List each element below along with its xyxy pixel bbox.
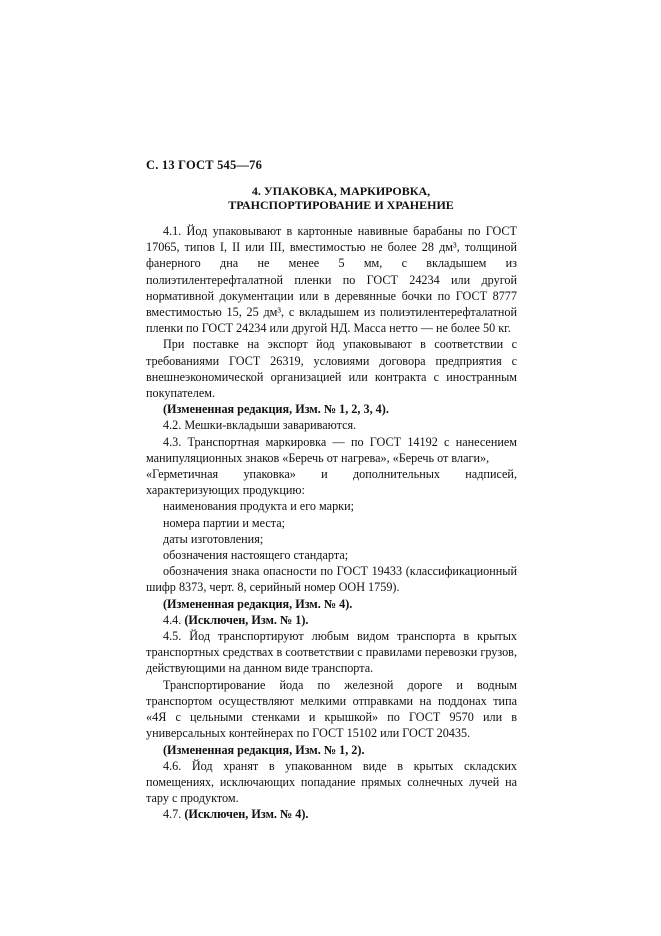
- section-title-line-2: ТРАНСПОРТИРОВАНИЕ И ХРАНЕНИЕ: [228, 197, 454, 212]
- list-item: номера партии и места;: [163, 515, 286, 530]
- paragraph-4-2: 4.2. Мешки-вкладыши завариваются.: [163, 418, 357, 433]
- paragraph-4-7-number: 4.7.: [163, 807, 182, 822]
- paragraph-4-5: 4.5. Йод транспортируют любым видом транспорта в крытых транспортных средствах в соответствии с правилами перевозки грузов, действующими на данном виде транспорта.: [146, 629, 517, 676]
- amendment-note-2: (Измененная редакция, Изм. № 4).: [163, 596, 353, 611]
- list-item: обозначения настоящего стандарта;: [163, 548, 349, 563]
- section-title: [146, 185, 516, 212]
- paragraph-4-4: [146, 612, 517, 628]
- paragraph-4-3-continued: «Герметичная упаковка» и дополнительных надписей, характеризующих продукцию:: [146, 467, 517, 498]
- document-body: [146, 223, 517, 823]
- list-item: даты изготовления;: [163, 531, 264, 546]
- page-header: С. 13 ГОСТ 545—76: [146, 158, 263, 172]
- section-title-line-1: 4. УПАКОВКА, МАРКИРОВКА,: [251, 184, 431, 198]
- paragraph-4-4-number: 4.4.: [163, 612, 182, 627]
- paragraph-4-1: 4.1. Йод упаковывают в картонные навивные барабаны по ГОСТ 17065, типов I, II или III, вместимостью не более 28 дм³, толщиной фанерного дна не менее 5 мм, с вкладышем из полиэтилентерефталатной пленки по ГОСТ 24234 или другой нормативной документации или в деревянные бочки по ГОСТ 8777 вместимостью 15, 25 дм³, с вкладышем из полиэтилентерефталатной пленки по ГОСТ 24234 или другой НД. Масса нетто — не более 50 кг.: [146, 224, 517, 336]
- paragraph-4-3: 4.3. Транспортная маркировка — по ГОСТ 14192 с нанесением манипуляционных знаков «Беречь от нагрева», «Беречь от влаги»,: [146, 434, 517, 465]
- paragraph-export: При поставке на экспорт йод упаковывают в соответствии с требованиями ГОСТ 26319, условиями договора предприятия с внешнеэкономической организацией или контракта с иностранным покупателем.: [146, 337, 517, 401]
- amendment-note-1: (Измененная редакция, Изм. № 1, 2, 3, 4).: [163, 402, 389, 417]
- list-item: наименования продукта и его марки;: [163, 499, 355, 514]
- paragraph-danger-sign: обозначения знака опасности по ГОСТ 19433 (классификационный шифр 8373, черт. 8, серийный номер ООН 1759).: [146, 564, 517, 595]
- paragraph-4-7-text: (Исключен, Изм. № 4).: [184, 807, 309, 822]
- paragraph-4-4-text: (Исключен, Изм. № 1).: [184, 612, 309, 627]
- amendment-note-3: (Измененная редакция, Изм. № 1, 2).: [163, 742, 365, 757]
- paragraph-4-6: 4.6. Йод хранят в упакованном виде в крытых складских помещениях, исключающих попадание прямых солнечных лучей на тару с продуктом.: [146, 758, 517, 806]
- paragraph-transport: Транспортирование йода по железной дороге и водным транспортом осуществляют мелкими отправками на поддонах типа «4Я с цельными стенками и крышкой» по ГОСТ 9570 или в универсальных контейнерах по ГОСТ 15102 или ГОСТ 20435.: [146, 677, 517, 741]
- paragraph-4-7: [146, 806, 517, 822]
